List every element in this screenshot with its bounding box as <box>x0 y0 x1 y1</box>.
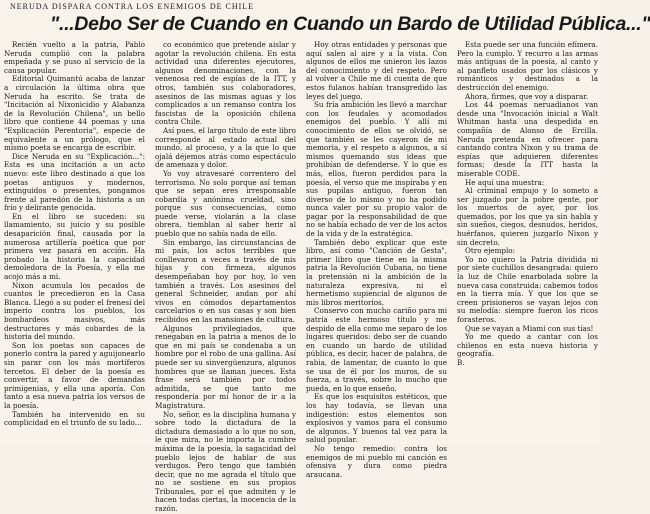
article-paragraph: Dice Neruda en su "Explicación...": Esta es una incitación a un acto nuevo: este libro destinado a que los poetas antiguos y modernos, extinguidos o presentes, pongamos frente al paredón de la historia a un frío y delirante genocida. <box>4 151 145 213</box>
article-paragraph: co económico que pretende aislar y agotar la revolución chilena. En esta actividad una diferentes ejecutores, algunos denominaciones, con la venenosa red de espías de la ITT, y otros, también sus colaboradores, asesinos de las mismas aguas y los complicados a un remanso contra los fascistas de la oposición chilena contra Chile. <box>155 40 296 127</box>
article-paragraph: Algunos privilegiados, que renegaban en la patria a menos de lo que en mi país se condenaba a un hombre por el robo de una gallina. Así puede ser su sinvergüenzura, algunos hombres que se llaman jueces. Esta frase será también por todos admitida, se que tanto me respondería por mi honor de ir a la Magistratura. <box>155 323 296 410</box>
article-paragraph: Es que los esquisitos estéticos, que los hay todavía, se llevan una indigestión: estos elementos son explosivos y vamos para el consumo de algunos. Y buenos tal vez para la salud popular. <box>306 392 447 445</box>
article-paragraph: También ha intervenido en su complicidad en el triunfo de su lado... <box>4 409 145 428</box>
article-paragraph: También debo explicar que este libro, así como "Canción de Gesta", primer libro que tiene en la misma patria la Revolución Cubana, no tiene la pretensión ni la ambición de la naturaleza expresiva, ni el hermetismo supiencial de algunos de mis libros meritorios. <box>306 237 447 307</box>
article-paragraph: En el libro se suceden: su llamamiento, su juicio y su posible desaparición final, causada por la numerosa artillería poética que por primera vez pasará en acción. Ha probado la historia la capacidad demoledora de la Poesía, y ella me acojo más a mi. <box>4 211 145 282</box>
article-paragraph: He aquí una muestra: <box>465 177 545 187</box>
article-paragraph: No tengo remedio: contra los enemigos de mi pueblo mi canción es ofensiva y dura como piedra araucana. <box>306 443 447 479</box>
article-paragraph: Yo voy atravesaré correntero del terrorismo. No solo porque así teman que se sepan eres irresponsable cobardía y anónima crueldad, sino porque sus consecuencias, como puede verse, violarán a la clase obrera, tiemblan al saber herir al pueblo que no sabía nada de ello. <box>155 168 296 239</box>
kicker-line: NERUDA DISPARA CONTRA LOS ENEMIGOS DE CHILE <box>10 2 255 11</box>
article-paragraph: Editorial Quimantú acaba de lanzar a circulación la última obra que Neruda ha escrito. Se trata de "Incitación al Nixonicidio y Alabanza de la Revolución Chilena", un bello libro que contiene 44 poemas y una "Explicación Perentoria", especie de equivalente a un prólogo, que el mismo poeta se encarga de escribir. <box>4 74 145 153</box>
article-column-3 <box>306 40 447 479</box>
article-column-1 <box>4 41 145 439</box>
article-paragraph: Son los poetas son capaces de ponerlo contra la pared y aguijonearlo sin parar con los más mortíferos tercetos. El deber de la poesía es convertir, a favor de demandas primigenias, y ella una aporía. Con tanto a esa nueva patria los versos de la poesía. <box>4 340 145 410</box>
article-paragraph: Que se vayan a Miami con sus tías! <box>465 323 594 333</box>
author-initial: B. <box>457 357 465 367</box>
article-paragraph: Los 44 poemas neruadianos van desde una "Invocación inicial a Walt Whitman hasta una despedida en compañía de Alonso de Ercilla. Neruda pretenda en ofrecer para cantando contra Nixon y su trama de espías que adquieren diferentes formas; desde la ITT hasta la miserable CODE. <box>457 100 598 178</box>
article-paragraph: Nixon acumula los pecados de cuantos le precedieron en la Casa Blanca. Llegó a su poder el frenesí del imperio contra los pueblos, los bombardeos masivos, más destructores y más cobardes de la historia del mundo. <box>4 280 145 342</box>
article-body <box>4 40 598 514</box>
article-paragraph: No, señor, es la disciplina humana y sobre todo la dictadura de la dictadura demasiado a lo que no son, le que mira, no le importa la cumbre máxima de la poesía, la sagacidad del pueblo lejos de hablar de sus verdugos. Pero tengo que también decir, que no me agrada el título que no se sostiene en sus propios Tribunales, por el que admiten y le hacen todas ciertas, la inocencia de la razón. <box>155 409 296 514</box>
article-paragraph: Otro ejemplo: <box>465 246 516 256</box>
article-paragraph: Al criminal empujo y lo someto a ser juzgado por la pobre gente, por los muertos de ayer, por los quemados, por los que ya sin habla y sin sueños, ciegos, desnudos, heridos, huérfanos, quieren juzgarlo Nixon y sin decreto. <box>457 186 598 247</box>
headline: "...Debo Ser de Cuando en Cuando un Bardo de Utilidad Pública..." <box>50 13 650 35</box>
article-paragraph: Sin embargo, las circunstancias de mi país, los actos terribles que conllevaron a veces a través de mis hijas y con firmeza, algunos desempeñaban hoy por hoy, lo ven también a través. Los asesinos del general Schneider, andan por ahí vivos en cómodos departamentos carcelarios o en sus casas y son bien recibidos en las mansiones de cultura. <box>155 237 296 324</box>
article-column-2 <box>155 40 296 514</box>
article-paragraph: Yo me quedo a cantar con los chilenos en esta nueva historia y geografía. <box>457 332 598 359</box>
article-paragraph: Hoy otras entidades y personas que aquí salen al aire y a la vista. Con algunos de ellos me unieron los lazos del conocimiento y del respeto. Pero al volver a Chile me di cuenta de que estos fulanos habían transgredido las leyes del juego. <box>306 40 447 101</box>
article-column-4 <box>457 41 598 439</box>
article-paragraph: Esta puede ser una función efímera. Pero la cumplo. Y recurro a las armas más antiguas de la poesía, al canto y al panfleto usados por los clásicos y románticos y destinados a la destrucción del enemigo. <box>457 40 598 92</box>
article-paragraph: Conservo con mucho cariño para mi patria este hermoso título y me despido de ella como me separo de los lugares queridos: debo ser de cuando en cuando un bardo de utilidad pública, es decir, hacer de palabra, de rabia, de lamentar, de cuanto lo que se usa de él por los muros, de su fuerza, a través, sobre lo mucho que pueda, en lo que enseño. <box>306 306 447 393</box>
article-paragraph: Yo no quiero la Patria dividida ni por siete cuchillos desangrada: quiero la luz de Chile enarbolada sobre la nueva casa construida: cabemos todos en la tierra mía. Y que los que se creen prisioneros se vayan lejos con su melodía: siempre fueron los ricos forasteros. <box>457 254 598 324</box>
article-paragraph: Recién vuelto a la patria, Pablo Neruda cumplió con la palabra empeñada y se puso al servicio de la causa popular. <box>4 40 145 75</box>
article-paragraph: Así pues, el largo título de este libro corresponde al estado actual del mundo, al proceso, y a la que lo que ojalá déjemos atrás como espectáculo de amenaza y dolor. <box>155 125 296 170</box>
article-paragraph: Ahora, firmes, que voy a disparar. <box>465 91 589 101</box>
article-paragraph: Su fría ambición les llevó a marchar con los feudales y acomodados enemigos del pueblo. Y allí mi conocimiento de ellos se olvidó, se que también se les cayeron de mi memoria, y el respeto a algunos, a sí mismos quemando sus ideas que prohibían de defenderse. Y lo que es más, ellos, fueron perdidos para la poesía, el verso que me inspiraba y en sus pupilas antiguo, fueron tan diverso de lo mismo y no ha podido nunca valer por su propio valor de pagar por la responsabilidad de que no se había echado de ver de los actos de la vida y de la estratégica. <box>306 100 447 239</box>
